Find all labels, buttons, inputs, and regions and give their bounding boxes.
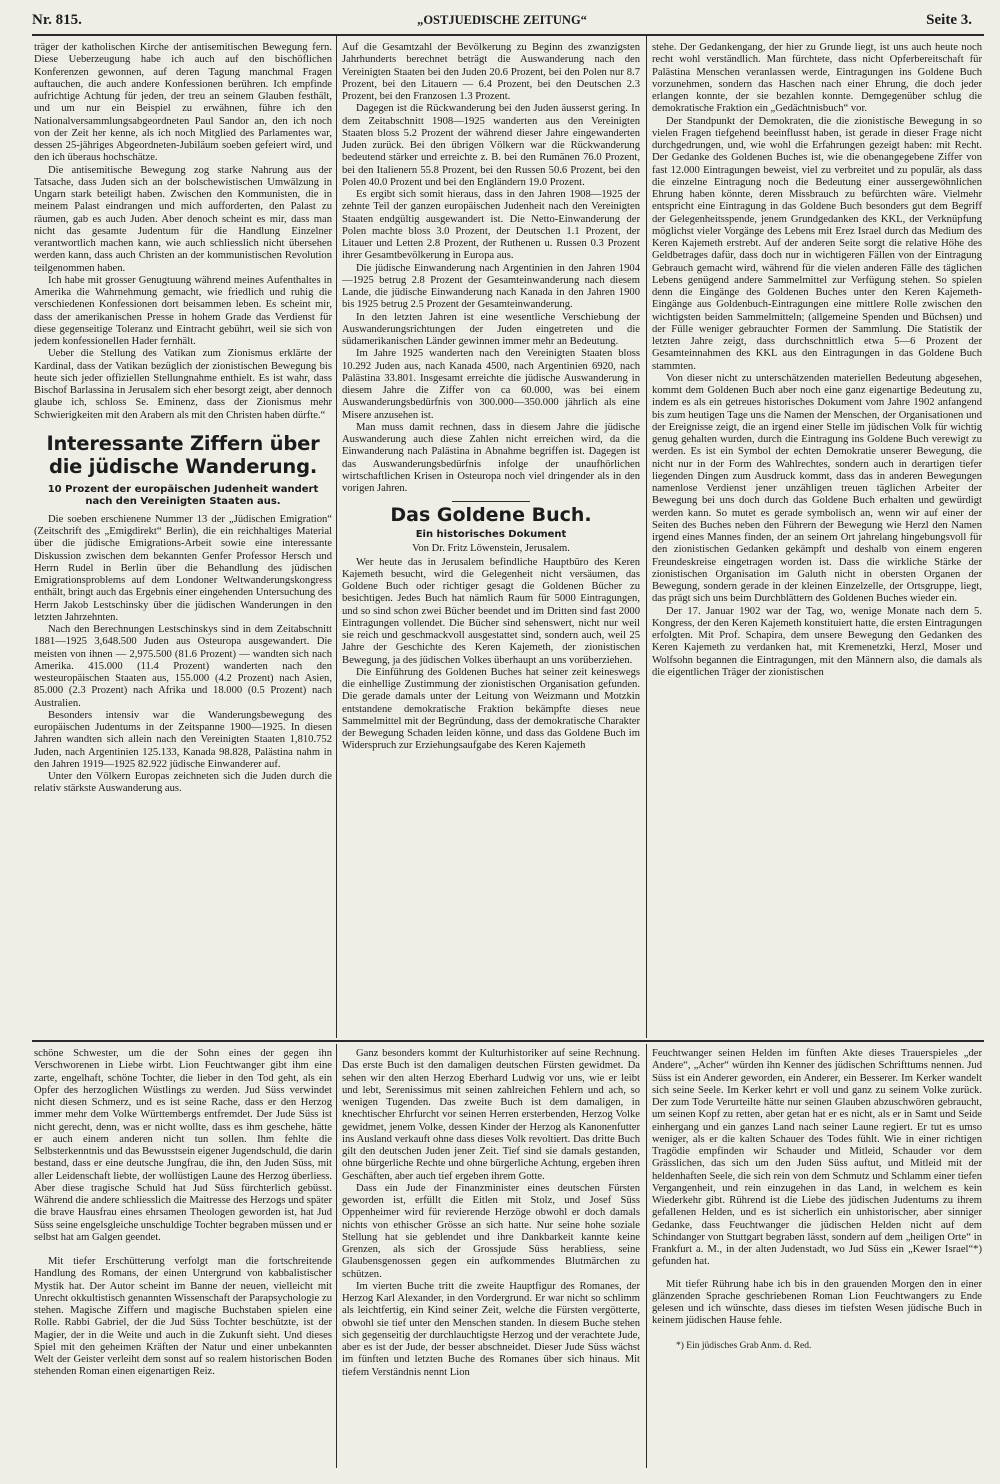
paragraph: Unter den Völkern Europas zeichneten sich die Juden durch die relativ stärkste Auswanderung aus.	[34, 771, 332, 795]
paragraph: Im Jahre 1925 wanderten nach den Vereinigten Staaten bloss 10.292 Juden aus, nach Kanada 4500, nach Argentinien 6920, nach Palästina 33.801. Insgesamt erreichte die jüdische Auswanderung in diesem Jahre die Ziffer von ca 60.000, was bei einem Auswanderungsbedürfnis von 300.000—350.000 jährlich als eine Misere anzusehen ist.	[342, 348, 640, 421]
paragraph: stehe. Der Gedankengang, der hier zu Grunde liegt, ist uns auch heute noch recht wohl verständlich. Man fürchtete, dass nicht Opferbereitschaft für Palästina Menschen veranlassen werde, Eintragungen ins Goldene Buch vorzunehmen, sondern das Haschen nach einer Ehrung, die doch jeder erlangen konnte, der sie bezahlen konnte. Demgegenüber schlug die demokratische Fraktion ein „Gedächtnisbuch“ vor.	[652, 42, 982, 115]
paragraph: Auf die Gesamtzahl der Bevölkerung zu Beginn des zwanzigsten Jahrhunderts berechnet beträgt die Auswanderung nach den Vereinigten Staaten bei den Juden 20.6 Prozent, bei den Polen nur 8.7 Prozent, bei den Litauern — 6.4 Prozent, bei den Deutschen 2.3 Prozent, bei den Franzosen 1.3 Prozent.	[342, 42, 640, 102]
paragraph: Mit tiefer Erschütterung verfolgt man die fortschreitende Handlung des Romans, der einen Untergrund von kabbalistischer Mystik hat. Der Autor scheint im Banne der neuen, vielleicht mit Unrecht okkultistisch genannten Wissenschaft der Parapsychologie zu stehen. Magische Ziffern und magische Buchstaben spielen eine Rolle. Rabbi Gabriel, der die Jud Süss Tochter beschützte, ist der Magier, der in die Weite und auch in die Zukunft sieht. Und dieses Spiel mit den geheimen Kräften der Natur und einer unbekannten Welt der Geister verleiht dem sonst auf so realem historischen Boden stehenden Roman einen eigenartigen Reiz.	[34, 1256, 332, 1378]
article-subheadline: 10 Prozent der europäischen Judenheit wandert nach den Vereinigten Staaten aus.	[47, 483, 319, 507]
paragraph: Im vierten Buche tritt die zweite Hauptfigur des Romanes, der Herzog Karl Alexander, in den Vordergrund. Er war nicht so schlimm als leichtfertig, ein Kind seiner Zeit, welche die Fürsten vergötterte, obwohl sie tief unter den Menschen standen. In diesem Buche stehen sich gegenseitig der durchlauchtigste Herzog und der verachtete Jude, aber es ist der Jude, der besser abschneidet. Dieser Jude Süss wächst im fünften und letzten Buche des Romanes über sich hinaus. Mit tiefem Verständnis nennt Lion	[342, 1280, 640, 1378]
paragraph: Dagegen ist die Rückwanderung bei den Juden äusserst gering. In dem Zeitabschnitt 1908—1925 wanderten aus den Vereinigten Staaten bloss 5.2 Prozent der während dieser Jahre eingewanderten Juden zurück. Bei den übrigen Völkern war die Rückwanderung bedeutend stärker und erreichte z. B. bei den Rumänen 76.0 Prozent, bei den Italienern 55.8 Prozent, bei den Russen 50.6 Prozent, bei den Polen 40.0 Prozent und bei den Engländern 19.0 Prozent.	[342, 103, 640, 188]
article-headline: Interessante Ziffern über die jüdische Wanderung.	[46, 431, 320, 478]
paragraph: Der Standpunkt der Demokraten, die die zionistische Bewegung in so vielen Fragen tiefgehend beeinflusst haben, ist gerade in dieser Frage nicht durchgedrungen, und, wie wohl die Erfahrungen gezeigt haben: mit Recht. Der Gedanke des Goldenen Buches ist, wie die obenangegebene Ziffer von fast 12.000 Eintragungen beweist, viel zu verbreitet und zu populär, als dass die einzelne Eintragung noch die Bedeutung einer aussergewöhnlichen Ehrung haben könnte, deren Missbrauch zu befürchten wäre. Vielmehr entspricht eine Eintragung in das Goldene Buch besonders gut dem Begriff der Gelegenheitsspende, jenem Grundgedanken des KKL, der Verknüpfung möglichst vieler Vorgänge des Lebens mit Erez Israel durch das Medium des Keren Kajemeth erstrebt. Auf der anderen Seite sorgt die relative Höhe des Geldbetrages dafür, dass doch nur in wichtigeren Fällen von der Eintragung Gebrauch gemacht wird, während für die vielen anderen Fälle des täglichen Lebens genügend andere Sammelmittel zur Verfügung stehen. So spielen denn die Eingänge des Goldenen Buches unter den Keren Kajemeth-Eingänge aus Goldenbuch-Eintragungen eine mittlere Rolle zwischen den wichtigsten beiden Sammelmitteln; (allgemeine Spenden und Büchsen) und der Fülle weniger gebrauchter Formen der Sammlung. Die Statistik der letzten Jahre zeigt, dass durchschnittlich etwa 5—6 Prozent der Gesamteinnahmen des KKL aus den Eintragungen in das Goldene Buch stammten.	[652, 115, 982, 372]
newspaper-title: „OSTJUEDISCHE ZEITUNG“	[417, 13, 587, 27]
section-rule	[32, 1040, 984, 1042]
header-rule	[32, 34, 984, 36]
paragraph: Wer heute das in Jerusalem befindliche Hauptbüro des Keren Kajemeth besucht, wird die Gelegenheit nicht versäumen, das Goldene Buch oder richtiger gesagt die Goldenen Bücher zu besichtigen. Jedes Buch hat nämlich Raum für 5000 Eintragungen, und so sind schon zwei Bücher beendet und im Dritten sind fast 2000 Eintragungen vollendet. Die Bücher sind sehenswert, nicht nur weil sie reich und geschmackvoll ausgestattet sind, sondern auch, weil 25 Jahre der Geschichte des Keren Kajemeth, der zionistischen Bewegung, ja des jüdischen Volkes überhaupt an uns vorüberziehen.	[342, 556, 640, 666]
column-2	[342, 42, 640, 1036]
column-1	[34, 42, 332, 1036]
lower-column-2	[342, 1048, 640, 1468]
column-3	[652, 42, 982, 1036]
author-byline: Von Dr. Fritz Löwenstein, Jerusalem.	[412, 543, 570, 555]
paragraph: Die antisemitische Bewegung zog starke Nahrung aus der Tatsache, dass Juden sich an der bolschewistischen Umwälzung in Ungarn stark beteiligt haben. Zwischen den Kommunisten, die in meinem Palast eindrangen und mich aufforderten, den Palast zu räumen, gab es auch Juden. Aber denoch scheint es mir, dass man nicht das gesamte Judentum für die Handlung Einzelner verantwortlich machen kann, wie auch schliesslich nicht übersehen werden kann, dass auch Christen an der kommunistischen Revolution teilgenommen haben.	[34, 164, 332, 274]
paragraph: Die soeben erschienene Nummer 13 der „Jüdischen Emigration“ (Zeitschrift des „Emigdirekt“ Berlin), die ein reichhaltiges Material über die jüdische Emigrations-Arbeit sowie eine interessante Diskussion zwischen dem bekannten Genfer Professor Hersch und Herrn Rudel in Berlin über die Behandlung des jüdischen Emigrationsproblems auf dem Londoner Weltwanderungskongress enthält, bringt auch das Ergebnis einer eingehenden Untersuchung des Herrn Jakob Lestschinsky über die jüdischen Wanderungen in den letzten Jahrzehnten.	[34, 513, 332, 623]
paragraph: Der 17. Januar 1902 war der Tag, wo, wenige Monate nach dem 5. Kongress, der den Keren Kajemeth konstituiert hatte, die ersten Eintragungen erfolgten. Mit Prof. Schapira, dem unsere Bewegung den Gedanken des Keren Kajemeth zu verdanken hat, mit Kremenetzki, Herzl, Moser und Wolfsohn begannen die Eintragungen, mit den Männern also, die damals als die eigentlichen Träger der zionistischen	[652, 605, 982, 678]
paragraph: Ueber die Stellung des Vatikan zum Zionismus erklärte der Kardinal, dass der Vatikan bezüglich der zionistischen Bewegung bis heute sich jeder offiziellen Stellungnahme enthielt. Es ist wahr, dass Bischof Barlassina in Jerusalem sich eher besorgt zeigt, aber dennoch glaube ich, schloss Se. Eminenz, dass der Zionismus mehr Schwierigkeiten mit den Arabern als mit den Christen haben dürfte.“	[34, 348, 332, 421]
lower-column-1	[34, 1048, 332, 1468]
paragraph: träger der katholischen Kirche der antisemitischen Bewegung fern. Diese Ueberzeugung habe ich auch auf den bischöflichen Konferenzen gewonnen, auf deren Tagung manchmal Fragen auftauchen, die auch andere Konfessionen berühren. Ich empfinde aufrichtige Achtung für jeden, der treu an seinem Glauben festhält, und um nur ein Beispiel zu erwähnen, führe ich den Nationalversammlungsabgeordneten Paul Sandor an, den ich noch von der Zeit her kenne, als ich noch Mitglied des Parlamentes war, dessen 25-jähriges Abgeordneten-Jubiläum soeben gefeiert wird, und den ich überaus hochschätze.	[34, 42, 332, 164]
issue-number: Nr. 815.	[32, 12, 82, 28]
paragraph: Feuchtwanger seinen Helden im fünften Akte dieses Trauerspieles „der Andere“, „Acher“ würden ihn Kenner des jüdischen Schrifttums nennen. Jud Süss ist ein Anderer geworden, ein Anderer, ein Besserer. Im Kerker wandelt sich seine Seele. Im Kerker kehrt er voll und ganz zu seinem Volke zurück. Der zum Tode Verurteilte hätte nur seinen Glauben abzuschwören gebraucht, um seinen Kopf zu retten, aber getan hat er es nicht, als er in Samt und Seide einhergang und ein ganzes Land nach seiner Laune regiert. Er tut es umso weniger, als er die kalten Schauer des Todes fühlt. Wie in einer richtigen Tragödie empfinden wir Schauder und Mitleid, Schauder vor dem Grässlichen, das sich um den Juden Süss auftut, und Mitleid mit der heldenhaften Seele, die sich rein von dem Schmutz und Schlamm einer tiefen Vergangenheit, und rein einzugehen in das Land, in welchem es kein Wiederkehr gibt. Rührend ist die Liebe des jüdischen Judentums zu ihrem gefallenen Helden, und es ist sicherlich ein unhistorischer, aber sinniger Gedanke, dass Feuchtwanger die jüdischen Helden nicht auf dem Schindanger von Stuttgart begraben lässt, sondern auf dem „heiligen Orte“ in Frankfurt a. M., in der alten Judenstadt, wo Jud Süss ein „Kewer Israel“*) gefunden hat.	[652, 1048, 982, 1268]
column-divider	[336, 1044, 337, 1468]
column-divider	[336, 36, 337, 1038]
page-header	[32, 8, 972, 32]
paragraph: In den letzten Jahren ist eine wesentliche Verschiebung der Auswanderungsrichtungen der Juden eingetreten und die südamerikanischen Länder gewinnen immer mehr an Bedeutung.	[342, 311, 640, 347]
column-divider	[646, 36, 647, 1038]
paragraph: Besonders intensiv war die Wanderungsbewegung des europäischen Judentums in der Zeitspanne 1900—1925. In diesen Jahren wandten sich allein nach den Vereinigten Staaten 1,810.752 Juden, nach Argentinien 125.133, Kanada 98.828, Palästina nahm in den Jahren 1919—1925 82.922 jüdische Einwanderer auf.	[34, 709, 332, 770]
paragraph: Mit tiefer Rührung habe ich bis in den grauenden Morgen den in einer glänzenden Sprache geschriebenen Roman Lion Feuchtwangers zu Ende gelesen und ich wünschte, dass dieses im tiefsten Wesen jüdische Buch in keinem jüdischen Hause fehle.	[652, 1278, 982, 1327]
paragraph: Dass ein Jude der Finanzminister eines deutschen Fürsten geworden ist, erfüllt die Eitlen mit Stolz, und Josef Süss Oppenheimer wird für revierende Herzöge obwohl er doch damals nichts von ethischer Grösse an sich hatte. Nur seine hohe soziale Stellung hat sie geblendet und ihre Dankbarkeit kannte keine Grenzen, als sich der Grossjude Süss herabliess, seine Glaubensgenossen gegen ein aufkommendes Blutmärchen zu schützen.	[342, 1182, 640, 1280]
paragraph: Man muss damit rechnen, dass in diesem Jahre die jüdische Auswanderung auch diese Zahlen nicht erreichen wird, da die Einwanderung nach Palästina in Abnahme begriffen ist. Dagegen ist das Auswanderungsbedürfnis infolge der unaufhörlichen wirtschaftlichen Krisen in Osteuropa noch viel dringender als in den vorigen Jahren.	[342, 421, 640, 494]
article-headline: Das Goldene Buch.	[390, 504, 592, 527]
separator-line	[452, 501, 530, 502]
article-subheadline: Ein historisches Dokument	[415, 529, 567, 541]
lower-column-3	[652, 1048, 982, 1468]
paragraph: Es ergibt sich somit hieraus, dass in den Jahren 1908—1925 der zehnte Teil der ganzen europäischen Judenheit nach den Vereinigten Staaten endgültig ausgewandert ist. Die Netto-Einwanderung der Polen machte bloss 3.0 Prozent, der Deutschen 1.1 Prozent, der Litauer und Letten 2.8 Prozent, der Ruthenen u. Russen 0.3 Prozent ihrer Gesamtbevölkerung in Europa aus.	[342, 189, 640, 262]
paragraph: Die jüdische Einwanderung nach Argentinien in den Jahren 1904—1925 betrug 2.8 Prozent der Gesamteinwanderung nach diesem Lande, die jüdische Einwanderung nach Kanada in den Jahren 1900 bis 1925 betrug 2.5 Prozent der Gesamteinwanderung.	[342, 262, 640, 311]
paragraph: Von dieser nicht zu unterschätzenden materiellen Bedeutung abgesehen, kommt dem Goldenen Buch aber noch eine ganz eigenartige Bedeutung zu, indem es als ein getreues historisches Dokument vom Jahre 1902 anfangend bis zum heutigen Tage uns die Namen der Menschen, der Organisationen und der Ereignisse zeigt, die an irgend einer Stelle im jüdischen Volk für wichtig genug gehalten wurden, durch die Eintragung ins Goldene Buch verewigt zu werden. Es ist ein Symbol der echten Demokratie unserer Bewegung, die nicht nur in der Form des Wahlrechtes, sondern auch in derartigen tiefer liegenden Dingen zum Ausdruck kommt, dass das in anderen Bewegungen namenlose Verdienst jener unzähligen treuen täglichen Arbeiter der Bewegung bei uns doch durch das Goldene Buch erhalten und gewürdigt werden kann. So mutet es gerade symbolisch an, wenn wir auf einer der Seiten des Buches neben den Führern der Bewegung wie Herzl den Namen irgend eines Mannes finden, der an seinem Ort jahrelang hingebungsvoll für den zionistischen Gedanken gekämpft und deshalb von einem engeren Freundeskreise eingetragen worden ist. Dass die wirkliche Stärke der zionistischen Organisation im Galuth nicht in obersten Organen der Bewegung, sondern gerade in der kleinen Einzelzelle, der Ortsgruppe, liegt, das prägt sich uns beim Durchblättern des Goldenen Buches wieder ein.	[652, 372, 982, 605]
paragraph: schöne Schwester, um die der Sohn eines der gegen ihn Verschworenen in Liebe wirbt. Lion Feuchtwanger gibt ihm eine zarte, engelhaft, schöne Tochter, die lieber in den Tod geht, als ein Opfer des herzoglichen Wüstlings zu werden. Jud Süss verwindet nicht diesen Schmerz, und es ist seine Rache, dass er den Herzog immer mehr dem Volke Württembergs entfremdet. Der Jude Süss ist nicht gerecht, denn, was er nicht wollte, dass es ihm geschehe, hätte er auch einem anderen nicht tun sollen. Ihm fehlte die Selbsterkenntnis und das Bewusstsein eigener Jugendschuld, die darin bestand, dass er eine deutsche Jungfrau, die ihn, den Juden Süss, mit aller Leidenschaft liebte, der wollüstigen Laune des Herzog überliess. Aber diese tragische Schuld hat Jud Süss fürchterlich gebüsst. Während die andere schliesslich die Maitresse des Herzogs und später die brave Hausfrau eines ehrsamen Theologen geworden ist, hat Jud Süss seine engelsgleiche unschuldige Tochter begraben müssen und er selbst hat am Galgen geendet.	[34, 1048, 332, 1243]
page-number: Seite 3.	[926, 12, 972, 28]
paragraph: Nach den Berechnungen Lestschinskys sind in dem Zeitabschnitt 1881—1925 3,648.500 Juden aus Osteuropa ausgewandert. Die meisten von ihnen — 2,975.500 (81.6 Prozent) — wandten sich nach Amerika. 415.000 (11.4 Prozent) wanderten nach den westeuropäischen Staaten aus, 155.000 (4.2 Prozent) nach Asien, 85.000 (2.3 Prozent) nach Afrika und 18.000 (0.5 Prozent) nach Australien.	[34, 624, 332, 709]
paragraph: Die Einführung des Goldenen Buches hat seiner zeit keineswegs die einhellige Zustimmung der zionistischen Organisation gefunden. Die gerade damals unter der Leitung von Weizmann und Motzkin entstandene demokratische Fraktion bekämpfte dieses neue Sammelmittel mit der Begründung, dass der demokratische Charakter der Bewegung Schaden leiden könne, und dass das Goldene Buch im Widerspruch zur Erziehungsaufgabe des Keren Kajemeth	[342, 666, 640, 752]
column-divider	[646, 1044, 647, 1468]
footnote: *) Ein jüdisches Grab Anm. d. Red.	[676, 1340, 812, 1351]
paragraph: Ganz besonders kommt der Kulturhistoriker auf seine Rechnung. Das erste Buch ist den damaligen deutschen Fürsten gewidmet. Da sehen wir den alten Herzog Eberhard Ludwig vor uns, wie er leibt und lebt, Serenissimus mit seinen zahlreichen Fehlern und ach, so wenigen Tugenden. Das zweite Buch ist dem damaligen, in knechtischer Ehrfurcht vor seinen Herren ersterbenden, Herzog Volke gewidmet, jenem Volke, dessen Kinder der Herzog als Kanonenfutter ins Ausland verkauft ohne dass dieses Volk revoltiert. Das dritte Buch gilt den deutschen Juden jener Zeit. Tief sind sie damals gestanden, ohne bürgerliche Rechte und ohne bürgerliche Achtung, ergeben ihren Geschäften, aber auch tief ergeben ihrem Gotte.	[342, 1048, 640, 1182]
paragraph: Ich habe mit grosser Genugtuung während meines Aufenthaltes in Amerika die Wahrnehmung gemacht, wie friedlich und ruhig die verschiedenen Konfessionen dort beisammen leben. Es scheint mir, dass der amerikanischen Presse in hohem Grade das Verdienst für diese gegenseitige Toleranz und Eintracht gebührt, weil sie sich von jedem konfessionellen Hader fernhält.	[34, 274, 332, 347]
